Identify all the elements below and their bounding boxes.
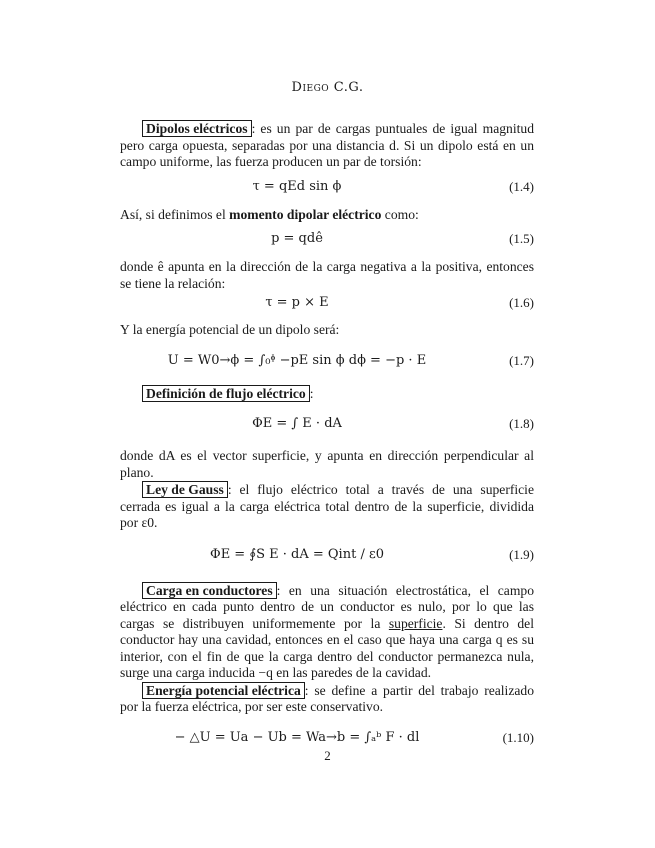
equation-1-4: [120, 171, 534, 207]
flux-title: Definición de flujo eléctrico: [142, 385, 310, 402]
energy-dipole-paragraph: Y la energía potencial de un dipolo será:: [120, 322, 340, 337]
conductor-text-a: : en una situación electrostática, el campo eléctrico en cada punto dentro de un conductor es nulo, por lo que las cargas se distribuyen uniformemente por la: [120, 582, 534, 631]
potential-energy-text: : se define a partir del trabajo realizado por la fuerza eléctrica, por ser este conservativo.: [120, 682, 534, 714]
potential-energy-title: Energía potencial eléctrica: [142, 682, 305, 699]
conductor-underlined: superficie: [388, 615, 443, 631]
gauss-text: : el flujo eléctrico total a través de una superficie cerrada es igual a la carga eléctrica total dentro de la superficie, dividida por ε0.: [120, 482, 534, 530]
equation-1-8-number: (1.8): [509, 416, 534, 431]
equation-1-7: [120, 339, 534, 385]
conductor-paragraph: [120, 582, 534, 682]
direction-paragraph: donde ê apunta en la dirección de la carga negativa a la positiva, entonces se tiene la relación:: [120, 259, 534, 291]
dipole-moment-text-b: como:: [381, 206, 419, 222]
equation-1-5-math: p = qdê: [271, 231, 323, 246]
page-header: Diego C.G.: [291, 80, 364, 95]
equation-1-10-number: (1.10): [502, 729, 534, 745]
equation-1-9-number: (1.9): [509, 546, 534, 562]
equation-1-6-math: τ = p × E: [265, 295, 329, 310]
equation-1-8: [120, 402, 534, 448]
gauss-title: Ley de Gauss: [142, 481, 228, 498]
dipole-moment-bold: momento dipolar eléctrico: [229, 206, 382, 222]
equation-1-5-number: (1.5): [509, 231, 534, 246]
equation-1-7-number: (1.7): [509, 352, 534, 368]
equation-1-6: [120, 292, 534, 322]
dipole-moment-text-a: Así, si definimos el: [120, 206, 230, 222]
equation-1-4-math: τ = qEd sin ϕ: [252, 178, 342, 194]
dipole-moment-paragraph: [120, 207, 534, 224]
equation-1-8-math: ΦE = ∫ E · dA: [252, 416, 342, 431]
equation-1-6-number: (1.6): [509, 295, 534, 310]
equation-1-10-math: − △U = Ua − Ub = Wa→b = ∫ₐᵇ F · dl: [174, 729, 420, 745]
conductor-title: Carga en conductores: [142, 582, 277, 599]
surface-vector-paragraph: donde dA es el vector superficie, y apunta en dirección perpendicular al plano.: [120, 448, 534, 480]
page-number: 2: [324, 748, 331, 763]
conductor-text-b: . Si dentro del conductor hay una cavidad, entonces en el caso que haya una carga q es su interior, con el fin de que la carga dentro del conductor permanezca nula, surge una carga inducida −q en las paredes de la cavidad.: [120, 615, 534, 680]
dipole-text: : es un par de cargas puntuales de igual magnitud pero carga opuesta, separadas por una distancia d. Si un dipolo está en un campo uniforme, las fuerza producen un par de torsión:: [120, 121, 534, 169]
equation-1-9-math: ΦE = ∮S E · dA = Qint / ε0: [210, 546, 384, 562]
flux-suffix: :: [309, 385, 314, 401]
equation-1-9: [120, 532, 534, 582]
page-content: [120, 120, 534, 762]
dipole-paragraph: [120, 120, 534, 171]
equation-1-5: [120, 223, 534, 259]
flux-definition-paragraph: [120, 385, 534, 403]
equation-1-7-math: U = W0→ϕ = ∫₀ᶲ −pE sin ϕ dϕ = −p · E: [167, 352, 427, 368]
dipole-title: Dipolos eléctricos: [142, 120, 252, 137]
potential-energy-paragraph: [120, 682, 534, 716]
gauss-paragraph: [120, 481, 534, 532]
equation-1-4-number: (1.4): [509, 178, 534, 194]
